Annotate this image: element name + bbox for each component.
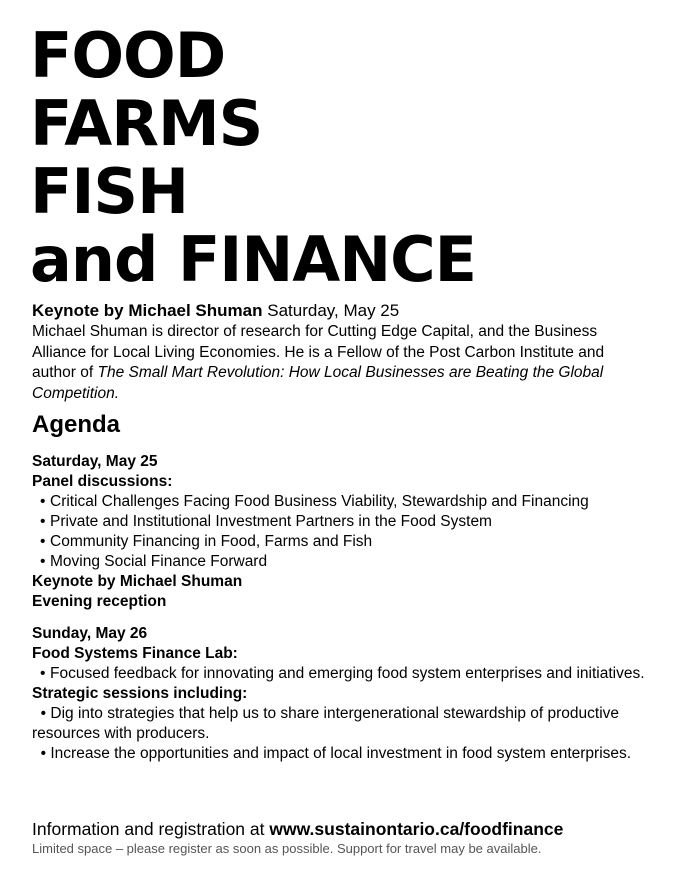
- list-item: • Critical Challenges Facing Food Business Viability, Stewardship and Financing: [40, 493, 589, 510]
- agenda-list: [32, 452, 650, 764]
- list-item: • Moving Social Finance Forward: [40, 553, 268, 570]
- list-item: • Focused feedback for innovating and emerging food system enterprises and initiatives.: [40, 665, 645, 682]
- list-item: • Private and Institutional Investment Partners in the Food System: [40, 513, 492, 530]
- strategic-label: Strategic sessions including:: [32, 685, 248, 702]
- title-line-fish: FISH: [30, 155, 188, 228]
- list-item: • Increase the opportunities and impact of local investment in food system enterprises.: [40, 745, 632, 762]
- panel-label: Panel discussions:: [32, 473, 173, 490]
- flyer-title: [30, 19, 476, 296]
- bullet-icon: •: [40, 705, 47, 722]
- keynote-heading: [32, 300, 650, 322]
- bullet-icon: •: [40, 665, 46, 682]
- panel-list: [32, 492, 650, 572]
- footer: [32, 818, 662, 857]
- saturday-date: Saturday, May 25: [32, 453, 158, 470]
- keynote-bio-text: Michael Shuman is director of research for Cutting Edge Capital, and the Business Alliance for Local Living Economies. He is a Fellow of the Post Carbon Institute and author of: [32, 323, 605, 381]
- title-line-farms: FARMS: [30, 87, 263, 160]
- keynote-date: Saturday, May 25: [267, 301, 400, 320]
- bullet-icon: •: [40, 493, 46, 510]
- saturday-keynote: Keynote by Michael Shuman: [32, 573, 243, 590]
- list-item: • Community Financing in Food, Farms and Fish: [40, 533, 373, 550]
- keynote-speaker: Keynote by Michael Shuman: [32, 301, 263, 320]
- bullet-icon: •: [40, 745, 47, 762]
- title-line-food: FOOD: [30, 19, 226, 92]
- registration-info: [32, 818, 662, 840]
- bullet-icon: •: [40, 533, 46, 550]
- bullet-icon: •: [40, 553, 46, 570]
- day-spacer: [32, 612, 650, 624]
- registration-url[interactable]: www.sustainontario.ca/foodfinance: [269, 819, 564, 839]
- list-item: • Dig into strategies that help us to share intergenerational stewardship of productive resources with producers.: [32, 705, 620, 742]
- title-line-finance: and FINANCE: [30, 223, 476, 296]
- footer-note: Limited space – please register as soon as possible. Support for travel may be available.: [32, 841, 542, 856]
- sunday-date: Sunday, May 26: [32, 625, 148, 642]
- keynote-section: [32, 300, 650, 404]
- evening-reception: Evening reception: [32, 593, 167, 610]
- agenda-heading: Agenda: [32, 411, 121, 438]
- keynote-bio: [32, 322, 650, 404]
- bullet-icon: •: [40, 513, 46, 530]
- lab-label: Food Systems Finance Lab:: [32, 645, 238, 662]
- keynote-book-title: The Small Mart Revolution: How Local Businesses are Beating the Global Competition.: [32, 364, 604, 402]
- registration-text: Information and registration at: [32, 819, 265, 839]
